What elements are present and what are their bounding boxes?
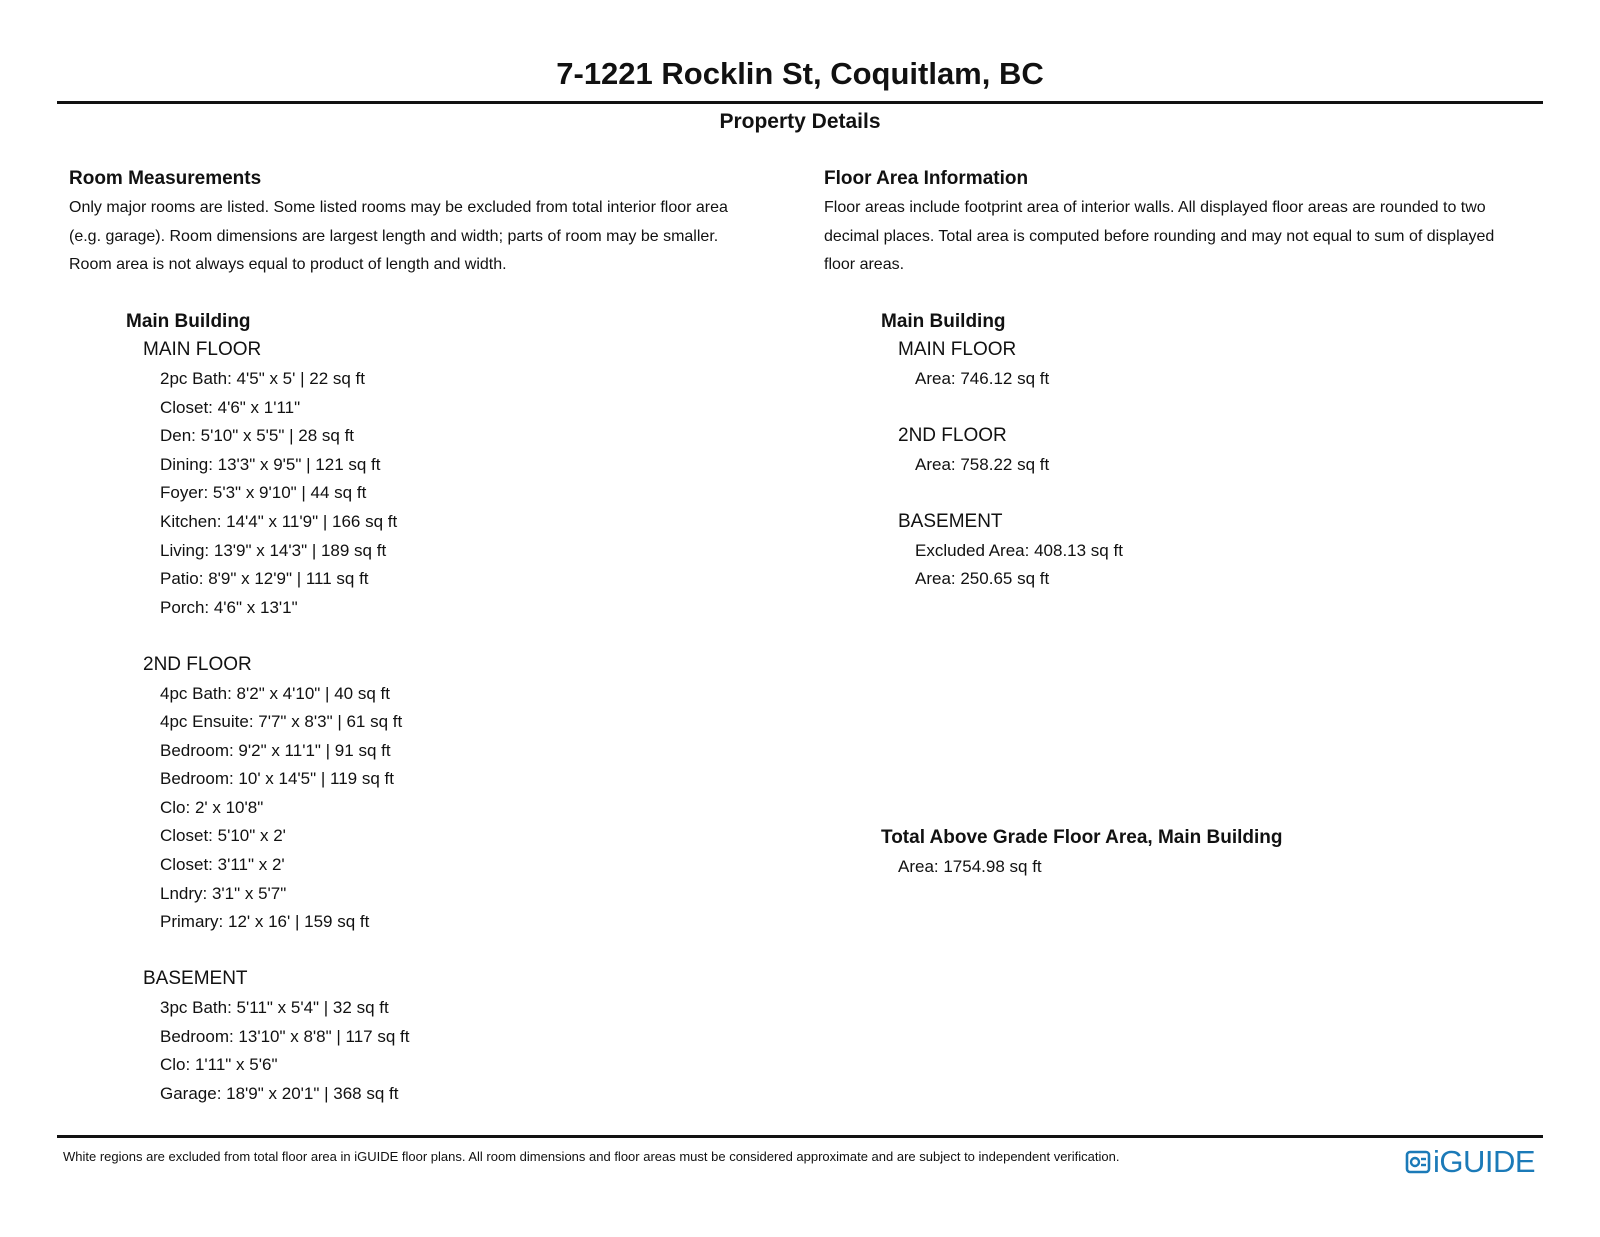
area-floor-list: [881, 336, 1554, 593]
description-line: floor areas.: [824, 256, 905, 274]
footer-divider: [57, 1135, 1543, 1138]
description-line: Floor areas include footprint area of interior walls. All displayed floor areas are rounded to two: [824, 199, 1486, 216]
room-item: Lndry: 3'1" x 5'7": [160, 883, 287, 903]
floor-name: MAIN FLOOR: [143, 339, 262, 361]
header-divider: [57, 101, 1543, 104]
total-area-block: [881, 824, 1283, 881]
room-item: Primary: 12' x 16' | 159 sq ft: [160, 912, 370, 932]
room-item: Bedroom: 13'10" x 8'8" | 117 sq ft: [160, 1026, 410, 1046]
floor-area-item: Area: 250.65 sq ft: [915, 569, 1050, 589]
floor-name: BASEMENT: [143, 968, 248, 990]
page-title: 7-1221 Rocklin St, Coquitlam, BC: [556, 56, 1044, 91]
floor-area-item: Area: 758.22 sq ft: [915, 454, 1050, 474]
floor-area-section: [824, 165, 1554, 622]
room-item: 3pc Bath: 5'11" x 5'4" | 32 sq ft: [160, 998, 389, 1018]
room-item: Closet: 4'6" x 1'11": [160, 397, 301, 417]
room-item: Bedroom: 9'2" x 11'1" | 91 sq ft: [160, 740, 391, 760]
room-measurements-section: [69, 165, 789, 1137]
room-item: Clo: 2' x 10'8": [160, 797, 264, 817]
floor-area-item: Excluded Area: 408.13 sq ft: [915, 540, 1123, 560]
room-floor-list: [126, 336, 789, 1108]
floor-block: [881, 422, 1554, 479]
floor-name: BASEMENT: [898, 510, 1003, 532]
building-title: Main Building: [126, 310, 251, 332]
floor-name: 2ND FLOOR: [143, 653, 252, 675]
room-item: Garage: 18'9" x 20'1" | 368 sq ft: [160, 1083, 399, 1103]
floor-name: MAIN FLOOR: [898, 339, 1017, 361]
building-title: Main Building: [881, 310, 1006, 332]
floor-block: [126, 336, 789, 622]
room-measurements-heading: Room Measurements: [69, 168, 262, 189]
room-item: Living: 13'9" x 14'3" | 189 sq ft: [160, 540, 387, 560]
floor-area-description: [824, 194, 1554, 280]
floor-block: [881, 508, 1554, 594]
room-item: Kitchen: 14'4" x 11'9" | 166 sq ft: [160, 511, 398, 531]
area-building-block: [881, 308, 1554, 594]
room-item: Porch: 4'6" x 13'1": [160, 597, 298, 617]
description-line: (e.g. garage). Room dimensions are largest length and width; parts of room may be smaller.: [69, 227, 719, 245]
room-item: Closet: 5'10" x 2': [160, 826, 286, 846]
room-item: Dining: 13'3" x 9'5" | 121 sq ft: [160, 454, 381, 474]
room-item: Clo: 1'11" x 5'6": [160, 1055, 278, 1075]
room-item: Closet: 3'11" x 2': [160, 855, 285, 875]
page-subtitle: Property Details: [719, 110, 881, 133]
room-building-block: [126, 308, 789, 1109]
floor-name: 2ND FLOOR: [898, 425, 1007, 447]
room-item: 4pc Ensuite: 7'7" x 8'3" | 61 sq ft: [160, 712, 403, 732]
iguide-logo-icon: [1405, 1150, 1431, 1174]
description-line: Room area is not always equal to product of length and width.: [69, 256, 507, 274]
total-area-value: Area: 1754.98 sq ft: [898, 856, 1042, 876]
floor-block: [126, 965, 789, 1108]
room-item: Den: 5'10" x 5'5" | 28 sq ft: [160, 426, 355, 446]
room-measurements-description: [69, 194, 789, 280]
iguide-logo: [1405, 1144, 1535, 1180]
description-line: decimal places. Total area is computed before rounding and may not equal to sum of displayed: [824, 227, 1495, 245]
room-item: Bedroom: 10' x 14'5" | 119 sq ft: [160, 769, 394, 789]
footer-disclaimer: White regions are excluded from total floor area in iGUIDE floor plans. All room dimensions and floor areas must be considered approximate and are subject to independent verification.: [63, 1149, 1120, 1164]
floor-area-item: Area: 746.12 sq ft: [915, 368, 1050, 388]
description-line: Only major rooms are listed. Some listed rooms may be excluded from total interior floor area: [69, 199, 728, 216]
floor-area-heading: Floor Area Information: [824, 168, 1029, 189]
room-item: 2pc Bath: 4'5" x 5' | 22 sq ft: [160, 368, 366, 388]
logo-wordmark: iGUIDE: [1433, 1144, 1536, 1179]
room-item: 4pc Bath: 8'2" x 4'10" | 40 sq ft: [160, 683, 390, 703]
floor-block: [881, 336, 1554, 393]
room-item: Foyer: 5'3" x 9'10" | 44 sq ft: [160, 483, 367, 503]
floor-block: [126, 651, 789, 937]
room-item: Patio: 8'9" x 12'9" | 111 sq ft: [160, 569, 369, 589]
total-area-title: Total Above Grade Floor Area, Main Building: [881, 827, 1283, 848]
